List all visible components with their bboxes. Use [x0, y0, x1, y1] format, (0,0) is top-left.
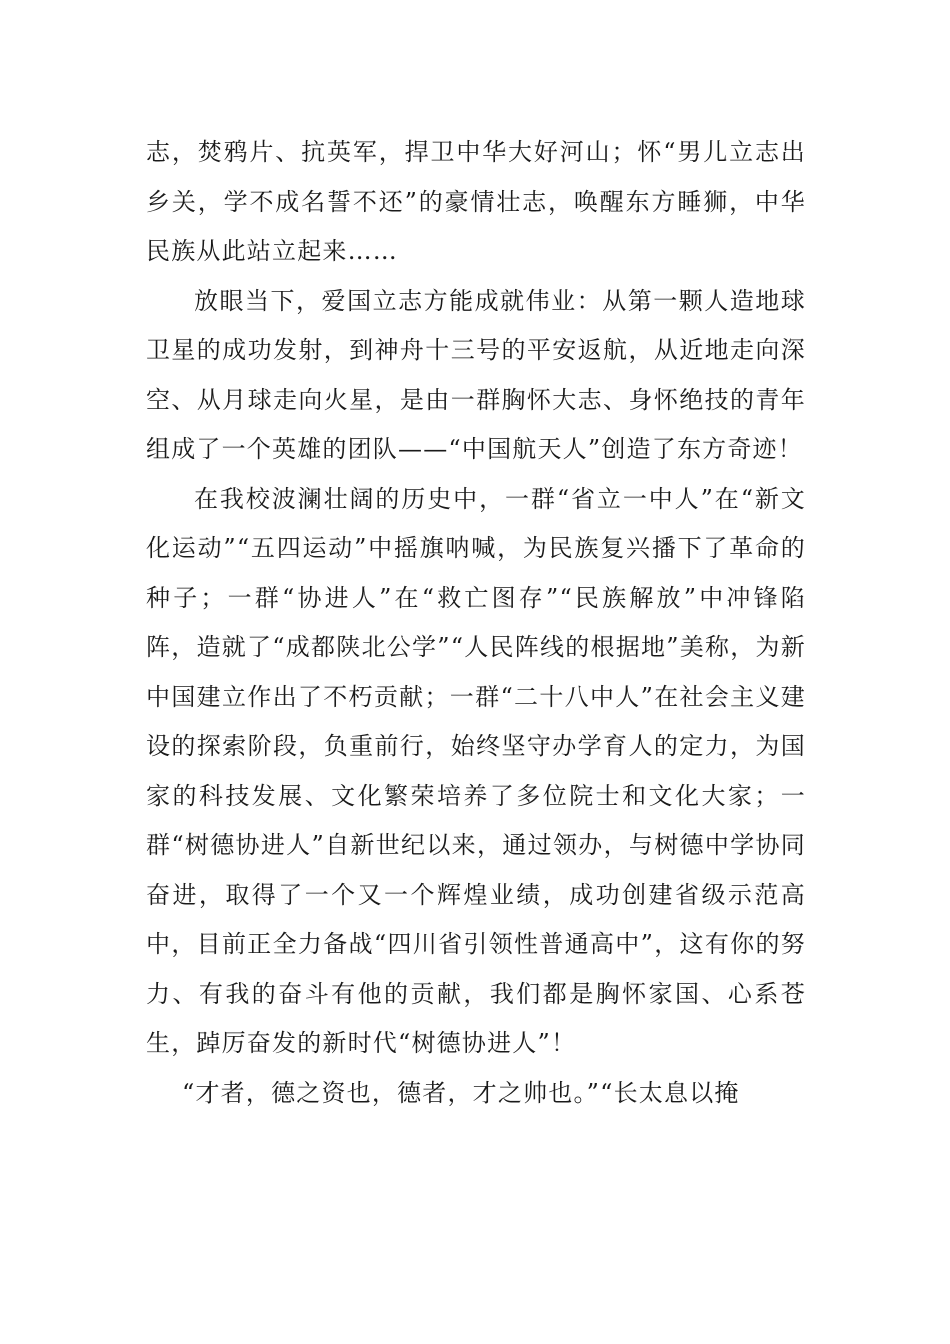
document-body — [146, 128, 806, 1118]
paragraph-1: 志，焚鸦片、抗英军，捍卫中华大好河山；怀“男儿立志出乡关，学不成名誓不还”的豪情壮志，唤醒东方睡狮，中华民族从此站立起来…… — [146, 138, 806, 265]
paragraph-4: “才者，德之资也，德者，才之帅也。”“长太息以掩 — [182, 1078, 740, 1107]
paragraph-3: 在我校波澜壮阔的历史中，一群“省立一中人”在“新文化运动”“五四运动”中摇旗呐喊，为民族复兴播下了革命的种子；一群“协进人”在“救亡图存”“民族解放”中冲锋陷阵，造就了“成都陕北公学”“人民阵线的根据地”美称，为新中国建立作出了不朽贡献；一群“二十八中人”在社会主义建设的探索阶段，负重前行，始终坚守办学育人的定力，为国家的科技发展、文化繁荣培养了多位院士和文化大家；一群“树德协进人”自新世纪以来，通过领办，与树德中学协同奋进，取得了一个又一个辉煌业绩，成功创建省级示范高中，目前正全力备战“四川省引领性普通高中”，这有你的努力、有我的奋斗有他的贡献，我们都是胸怀家国、心系苍生，踔厉奋发的新时代“树德协进人”！ — [146, 484, 806, 1057]
paragraph-2: 放眼当下，爱国立志方能成就伟业：从第一颗人造地球卫星的成功发射，到神舟十三号的平安返航，从近地走向深空、从月球走向火星，是由一群胸怀大志、身怀绝技的青年组成了一个英雄的团队——“中国航天人”创造了东方奇迹！ — [146, 286, 806, 463]
